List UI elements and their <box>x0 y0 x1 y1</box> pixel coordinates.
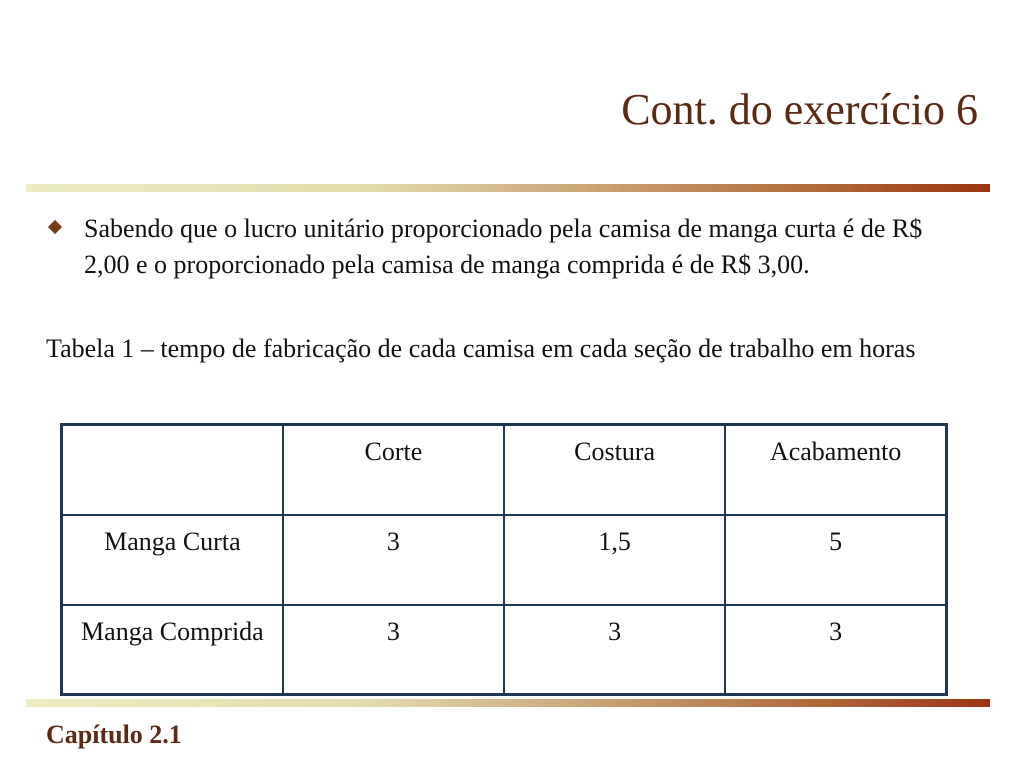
top-divider <box>26 184 990 192</box>
header-cell-corte: Corte <box>283 425 504 515</box>
header-cell-acabamento: Acabamento <box>725 425 946 515</box>
table-row <box>62 515 947 605</box>
table-cell: 3 <box>725 605 946 695</box>
table-cell: 1,5 <box>504 515 725 605</box>
table-header-row <box>62 425 947 515</box>
bottom-divider <box>26 699 990 707</box>
table-cell: 3 <box>283 515 504 605</box>
row-label-cell: Manga Curta <box>62 515 283 605</box>
bullet-diamond-icon <box>48 220 62 234</box>
footer-chapter: Capítulo 2.1 <box>46 720 182 749</box>
table-cell: 5 <box>725 515 946 605</box>
table-caption: Tabela 1 – tempo de fabricação de cada camisa em cada seção de trabalho em horas <box>46 334 916 363</box>
header-cell-costura: Costura <box>504 425 725 515</box>
data-table <box>60 423 948 696</box>
header-cell-empty <box>62 425 283 515</box>
table-row <box>62 605 947 695</box>
bullet-text: Sabendo que o lucro unitário proporcionado pela camisa de manga curta é de R$ 2,00 e o proporcionado pela camisa de manga comprida é de R$ 3,00. <box>84 214 923 279</box>
row-label-cell: Manga Comprida <box>62 605 283 695</box>
table-cell: 3 <box>283 605 504 695</box>
slide-title: Cont. do exercício 6 <box>621 85 978 134</box>
table-cell: 3 <box>504 605 725 695</box>
